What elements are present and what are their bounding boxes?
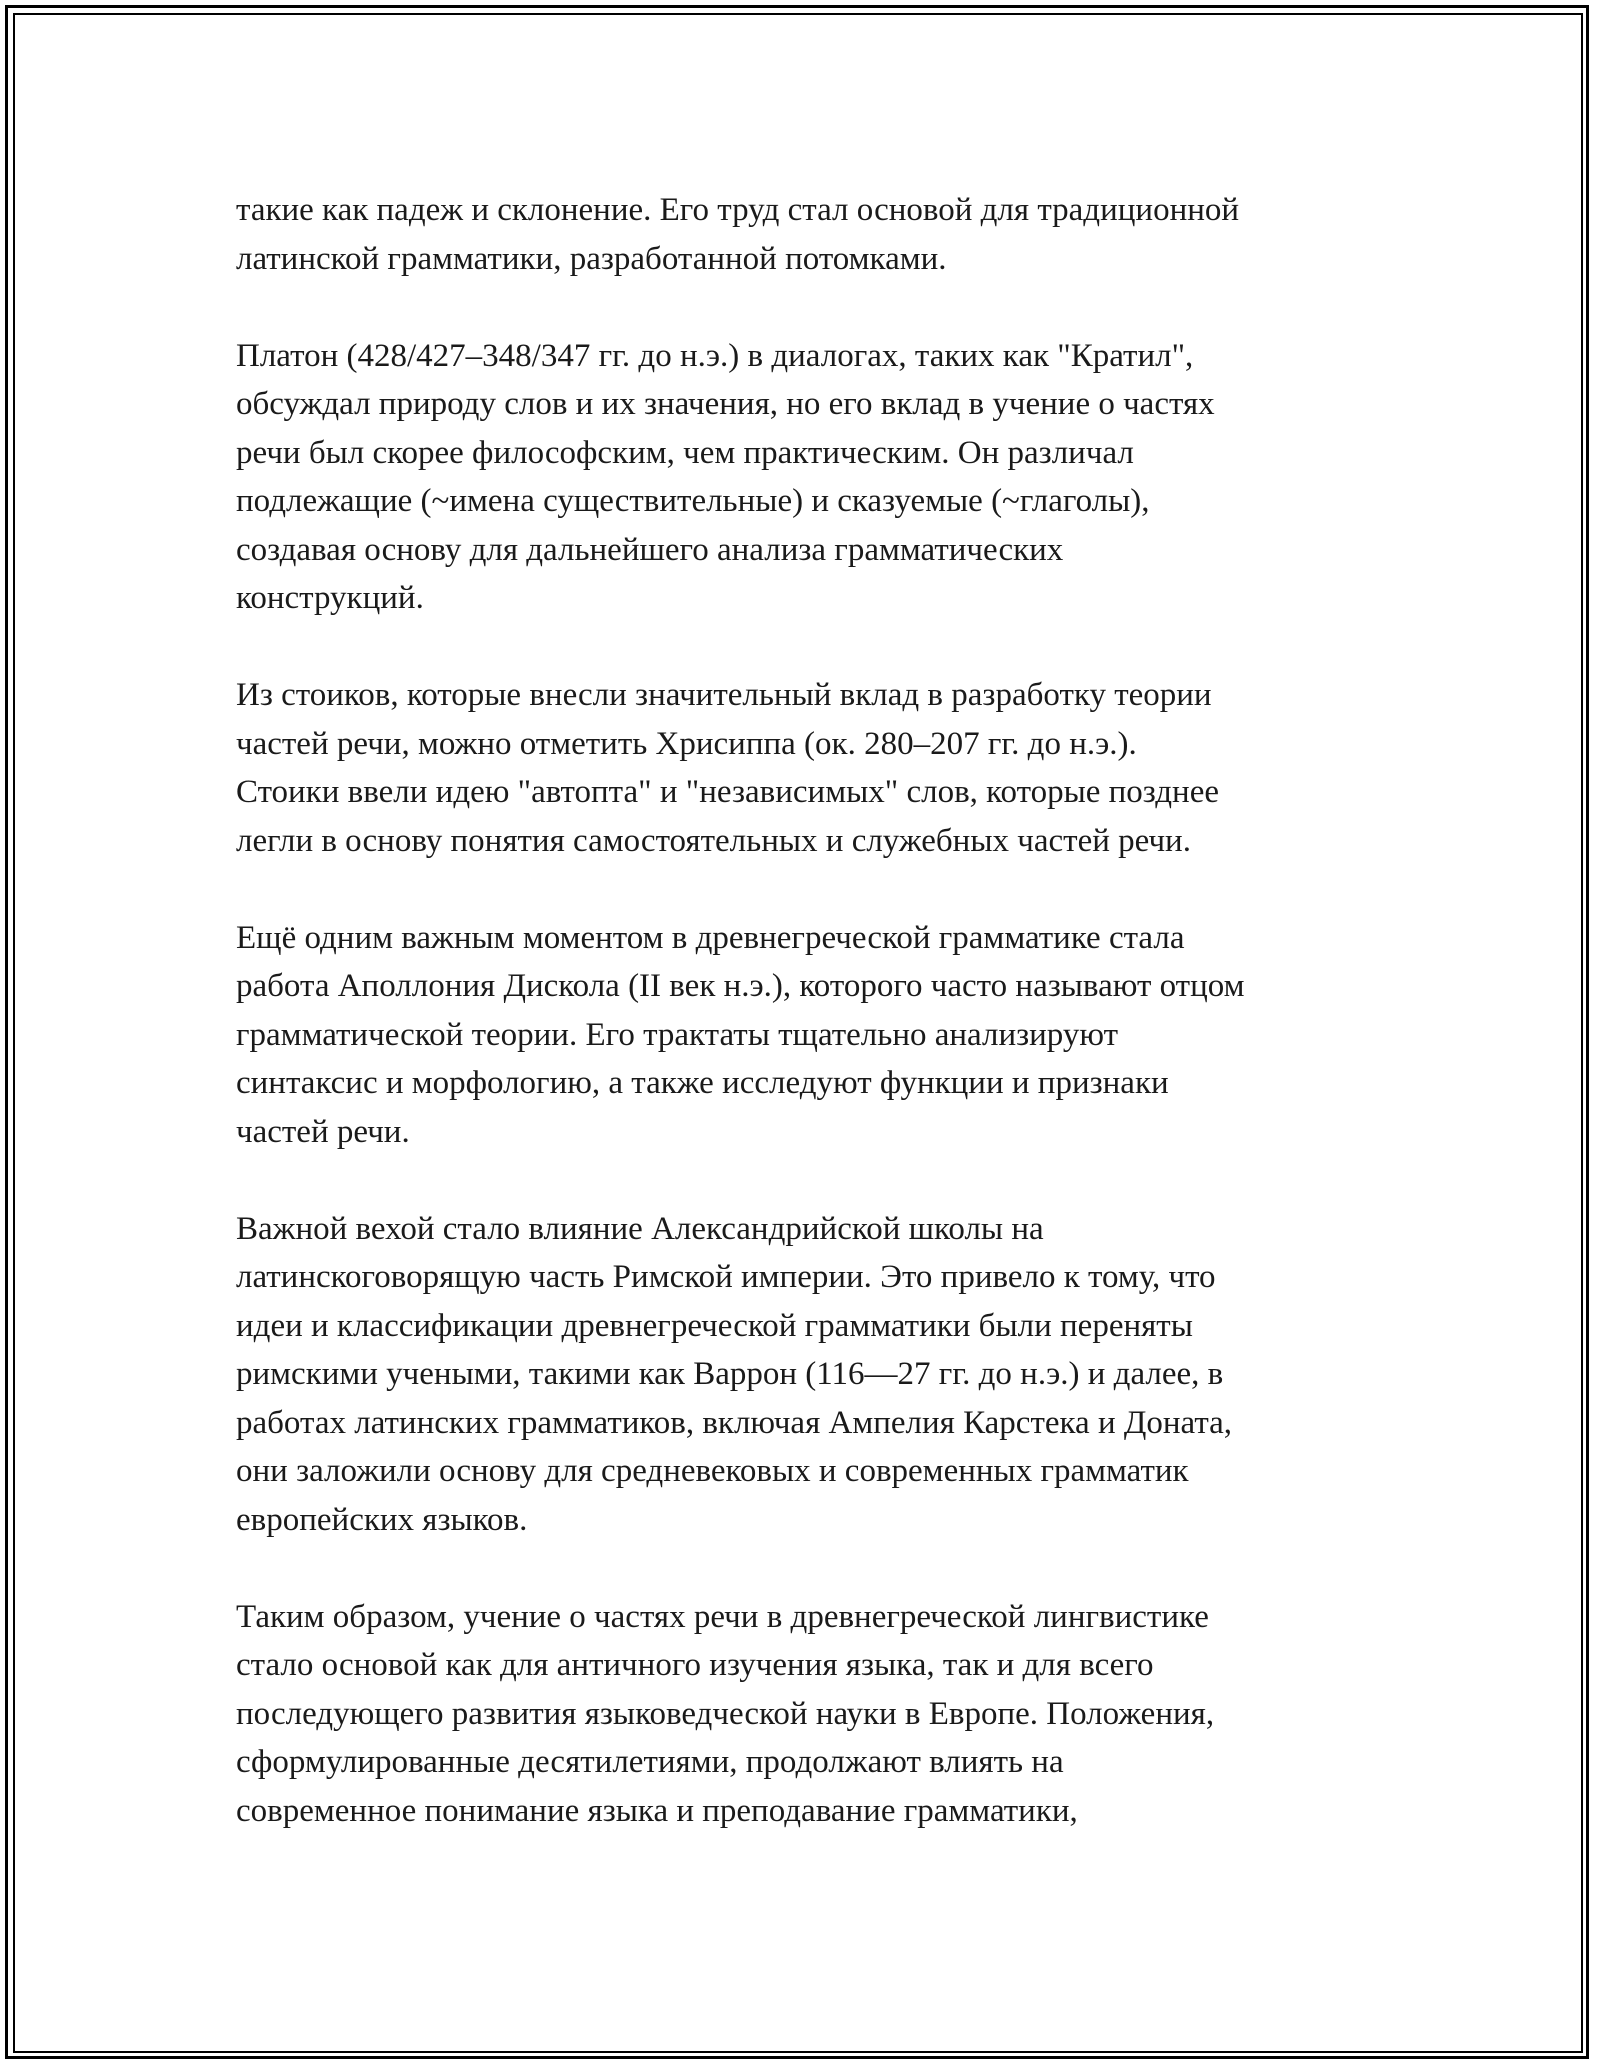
paragraph-6: Таким образом, учение о частях речи в древнегреческой лингвистике стало основой как для античного изучения языка, так и для всего последующего развития языковедческой науки в Европе. Положения, сформулированные десятилетиями, продолжают влиять на современное понимание языка и преподавание грамматики, bbox=[236, 1598, 1215, 1829]
paragraph-4: Ещё одним важным моментом в древнегреческой грамматике стала работа Аполлония Дискола (II век н.э.), которого часто называют отцом грамматической теории. Его трактаты тщательно анализируют синтаксис и морфологию, а также исследуют функции и признаки частей речи. bbox=[236, 919, 1245, 1150]
paragraph-2: Платон (428/427–348/347 гг. до н.э.) в диалогах, таких как "Кратил", обсуждал природу слов и их значения, но его вклад в учение о частях речи был скорее философским, чем практическим. Он различал подлежащие (~имена существительные) и сказуемые (~глаголы), создавая основу для дальнейшего анализа грамматических конструкций. bbox=[236, 337, 1215, 616]
paragraph-1: такие как падеж и склонение. Его труд стал основой для традиционной латинской грамматики, разработанной потомками. bbox=[236, 192, 1240, 277]
paragraph-3: Из стоиков, которые внесли значительный вклад в разработку теории частей речи, можно отметить Хрисиппа (ок. 280–207 гг. до н.э.). Стоики ввели идею "автопта" и "независимых" слов, которые позднее легли в основу понятия самостоятельных и служебных частей речи. bbox=[236, 677, 1219, 859]
document-body bbox=[236, 186, 1406, 1884]
paragraph-5: Важной вехой стало влияние Александрийской школы на латинскоговорящую часть Римской империи. Это привело к тому, что идеи и классификации древнегреческой грамматики были переняты римскими учеными, такими как Варрон (116—27 гг. до н.э.) и далее, в работах латинских грамматиков, включая Ампелия Карстека и Доната, они заложили основу для средневековых и современных грамматик европейских языков. bbox=[236, 1210, 1233, 1538]
